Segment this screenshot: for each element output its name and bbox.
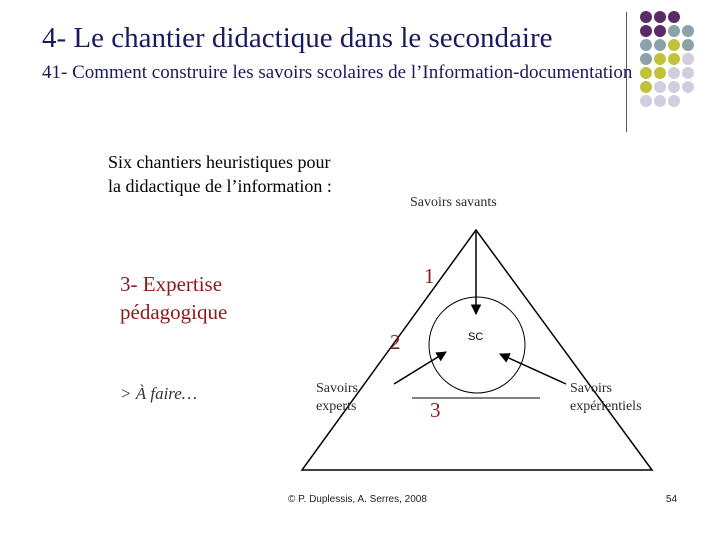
slide-title: 4- Le chantier didactique dans le secondaire <box>42 22 553 54</box>
triangle-outline <box>302 230 652 470</box>
number-1-label: 1 <box>424 264 435 288</box>
number-2-label: 2 <box>390 330 401 354</box>
heuristic-intro-text: Six chantiers heuristiques pour la didactique de l’information : <box>108 152 332 196</box>
savoirs-savants-label: Savoirs savants <box>410 195 497 210</box>
todo-label: > À faire… <box>120 384 197 403</box>
number-3-label: 3 <box>430 398 441 422</box>
sc-label: SC <box>468 331 484 343</box>
center-circle <box>429 297 525 393</box>
expertise-label: 3- Expertise pédagogique <box>120 272 228 324</box>
savoirs-experientiels-label: Savoirs expérientiels <box>570 381 642 414</box>
slide-subtitle: 41- Comment construire les savoirs scolaires de l’Information-documentation <box>42 62 633 83</box>
copyright-footer: © P. Duplessis, A. Serres, 2008 <box>288 494 427 505</box>
page-number: 54 <box>666 494 678 505</box>
savoirs-experts-label: Savoirs experts <box>316 381 358 414</box>
arrow-from-experts <box>394 352 446 384</box>
